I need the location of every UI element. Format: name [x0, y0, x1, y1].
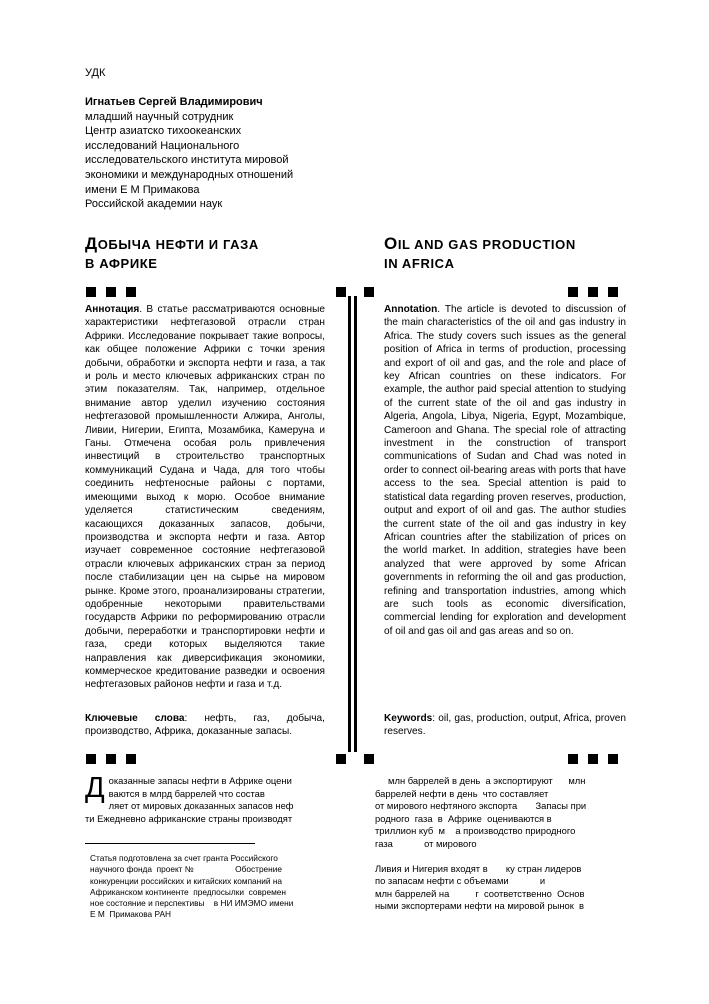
- divider-square: [336, 754, 346, 764]
- footnote-line: конкуренции российских и китайских компаний на: [90, 875, 283, 886]
- author-affiliation-line: исследований Национального: [85, 139, 240, 152]
- body-line: ными экспортерами нефти на мировой рынок в: [375, 900, 585, 912]
- divider-square: [106, 287, 116, 297]
- abstract-russian-text: . В статье рассматриваются основные характеристики нефтегазовой отрасли стран Африки. Исследование покрывает такие вопросы, как общее положение Африки с точки зрения добычи, обработки и экспорта нефти и газа, а так и роль и место ключевых африканских стран по этим показателям. Так, например, отдельное внимание автор уделил изучению состояния нефтегазовой промышленности Алжира, Анголы, Ливии, Нигерии, Египта, Мозамбика, Камеруна и Ганы. Отмечена особая роль привлечения инвестиций в строительство транспортных коммуникаций Судана и Чада, для того чтобы соединить нефтеносные районы с портами, имеющими выход к морю. Особое внимание уделяется статистическим сведениям, касающихся доказанных запасов, добычи, производства и экспорта нефти и газа. Автор изучает современное состояние нефтегазовой отрасли ключевых африканских стран за период после стабилизации цен на сырье на мировом рынке. Кроме этого, проанализированы стратегии, одобренные некоторыми правительствами государств Африки по реформированию отрасли добычи, переработки и транспортировки нефти и газа, среди которых выделяются такие направления как диверсификация экономики, коммерческое кредитование разведки и освоения нефтегазовых районов нефти и газа и т.д.: [85, 304, 325, 691]
- title-russian-capital: Д: [85, 234, 98, 253]
- divider-square: [86, 754, 96, 764]
- divider-square: [568, 287, 578, 297]
- keywords-russian: [85, 712, 325, 739]
- body-line: баррелей нефти в день что составляет: [375, 787, 549, 799]
- keywords-english-label: Keywords: [384, 713, 433, 724]
- footnote: [90, 853, 335, 921]
- body-line: млн баррелей в день а экспортируют млн: [375, 775, 586, 786]
- paragraph-gap: [375, 851, 627, 863]
- udk-label: УДК: [85, 67, 106, 79]
- author-affiliation-line: младший научный сотрудник: [85, 110, 234, 123]
- divider-square: [336, 287, 346, 297]
- body-line: ляет от мировых доказанных запасов неф: [108, 800, 294, 812]
- divider-square: [364, 287, 374, 297]
- footnote-rule: [85, 843, 255, 844]
- body-line: оказанные запасы нефти в Африке оцени: [108, 775, 292, 786]
- title-russian: [85, 234, 259, 273]
- divider-square: [86, 287, 96, 297]
- body-line: триллион куб м а производство природного: [375, 825, 576, 837]
- title-russian-line-1: ОБЫЧА НЕФТИ И ГАЗА: [97, 237, 259, 252]
- footnote-line: Статья подготовлена за счет гранта Российского: [90, 853, 278, 863]
- title-english-capital: O: [384, 234, 398, 253]
- body-line: по запасам нефти с объемами и: [375, 875, 546, 887]
- author-affiliation-line: имени Е М Примакова: [85, 183, 200, 196]
- drop-cap: Д: [85, 772, 105, 804]
- divider-square: [588, 754, 598, 764]
- keywords-russian-label: Ключевые слова: [85, 713, 185, 724]
- divider-square: [568, 754, 578, 764]
- abstract-russian-label: Аннотация: [85, 304, 140, 315]
- body-line: Ливия и Нигерия входят в ку стран лидеров: [375, 862, 582, 874]
- keywords-russian-text: : нефть, газ, добыча, производство, Африка, доказанные запасы.: [85, 713, 325, 738]
- keywords-english-text: : oil, gas, production, output, Africa, proven reserves.: [384, 713, 626, 738]
- body-line: от мирового нефтяного экспорта Запасы при: [375, 800, 587, 812]
- keywords-english: [384, 712, 626, 739]
- body-right-column: [375, 775, 627, 913]
- title-english: [384, 234, 576, 273]
- author-affiliation-line: Российской академии наук: [85, 198, 223, 211]
- author-block: [85, 95, 345, 212]
- title-english-line-1: IL AND GAS PRODUCTION: [397, 237, 576, 252]
- footnote-line: Африканском континенте предпосылки современ: [90, 886, 286, 897]
- body-line: млн баррелей на г соответственно Основ: [375, 887, 585, 899]
- body-line: газа от мирового: [375, 837, 477, 849]
- author-affiliation-line: исследовательского института мировой: [85, 154, 289, 167]
- abstract-russian: [85, 303, 325, 692]
- divider-square: [126, 754, 136, 764]
- divider-square: [126, 287, 136, 297]
- abstract-english-text: . The article is devoted to discussion of the main characteristics of the oil and gas industry in Africa. The study covers such issues as the general position of Africa in terms of production, processing and export of oil and gas, and the role and place of key African countries on these indicators. For example, the author paid special attention to studying of the current state of the oil and gas industry in Algeria, Angola, Libya, Nigeria, Egypt, Mozambique, Cameroon and Ghana. The special role of attracting investment in the construction of transport communications of Sudan and Chad was noted in order to connect oil-bearing areas with ports that have access to the sea. Special attention is paid to statistical data regarding proven reserves, production, output and export of oil and gas. The author studies the current state of the oil and gas industry in key African countries after the stabilization of prices on the world market. In addition, strategies have been analyzed that were approved by some African governments in reforming the oil and gas production, refining and transportation industries, among which are such tools as economic diversification, commercial lending for exploration and development of oil and gas oil and gas areas and so on.: [384, 304, 626, 637]
- divider-square: [608, 754, 618, 764]
- divider-square: [588, 287, 598, 297]
- body-line: ти Ежедневно африканские страны производят: [85, 812, 293, 824]
- footnote-line: Е М Примакова РАН: [90, 909, 171, 920]
- title-russian-line-2: В АФРИКЕ: [85, 256, 158, 271]
- author-affiliation-line: Центр азиатско тихоокеанских: [85, 125, 242, 138]
- body-line: родного газа в Африке оцениваются в: [375, 812, 552, 824]
- body-russian-column: [85, 772, 335, 825]
- abstract-english: [384, 303, 626, 638]
- divider-square: [364, 754, 374, 764]
- footnote-line: научного фонда проект № Обострение: [90, 864, 283, 875]
- column-divider-line: [354, 296, 357, 752]
- footnote-line: ное состояние и перспективы в НИ ИМЭМО имени: [90, 898, 294, 909]
- author-affiliation-line: экономики и международных отношений: [85, 168, 294, 181]
- body-line: ваются в млрд баррелей что состав: [108, 787, 265, 799]
- divider-square: [106, 754, 116, 764]
- title-english-line-2: IN AFRICA: [384, 256, 455, 271]
- author-name: Игнатьев Сергей Владимирович: [85, 96, 263, 108]
- abstract-english-label: Annotation: [384, 304, 438, 315]
- divider-square: [608, 287, 618, 297]
- column-divider-line: [348, 296, 351, 752]
